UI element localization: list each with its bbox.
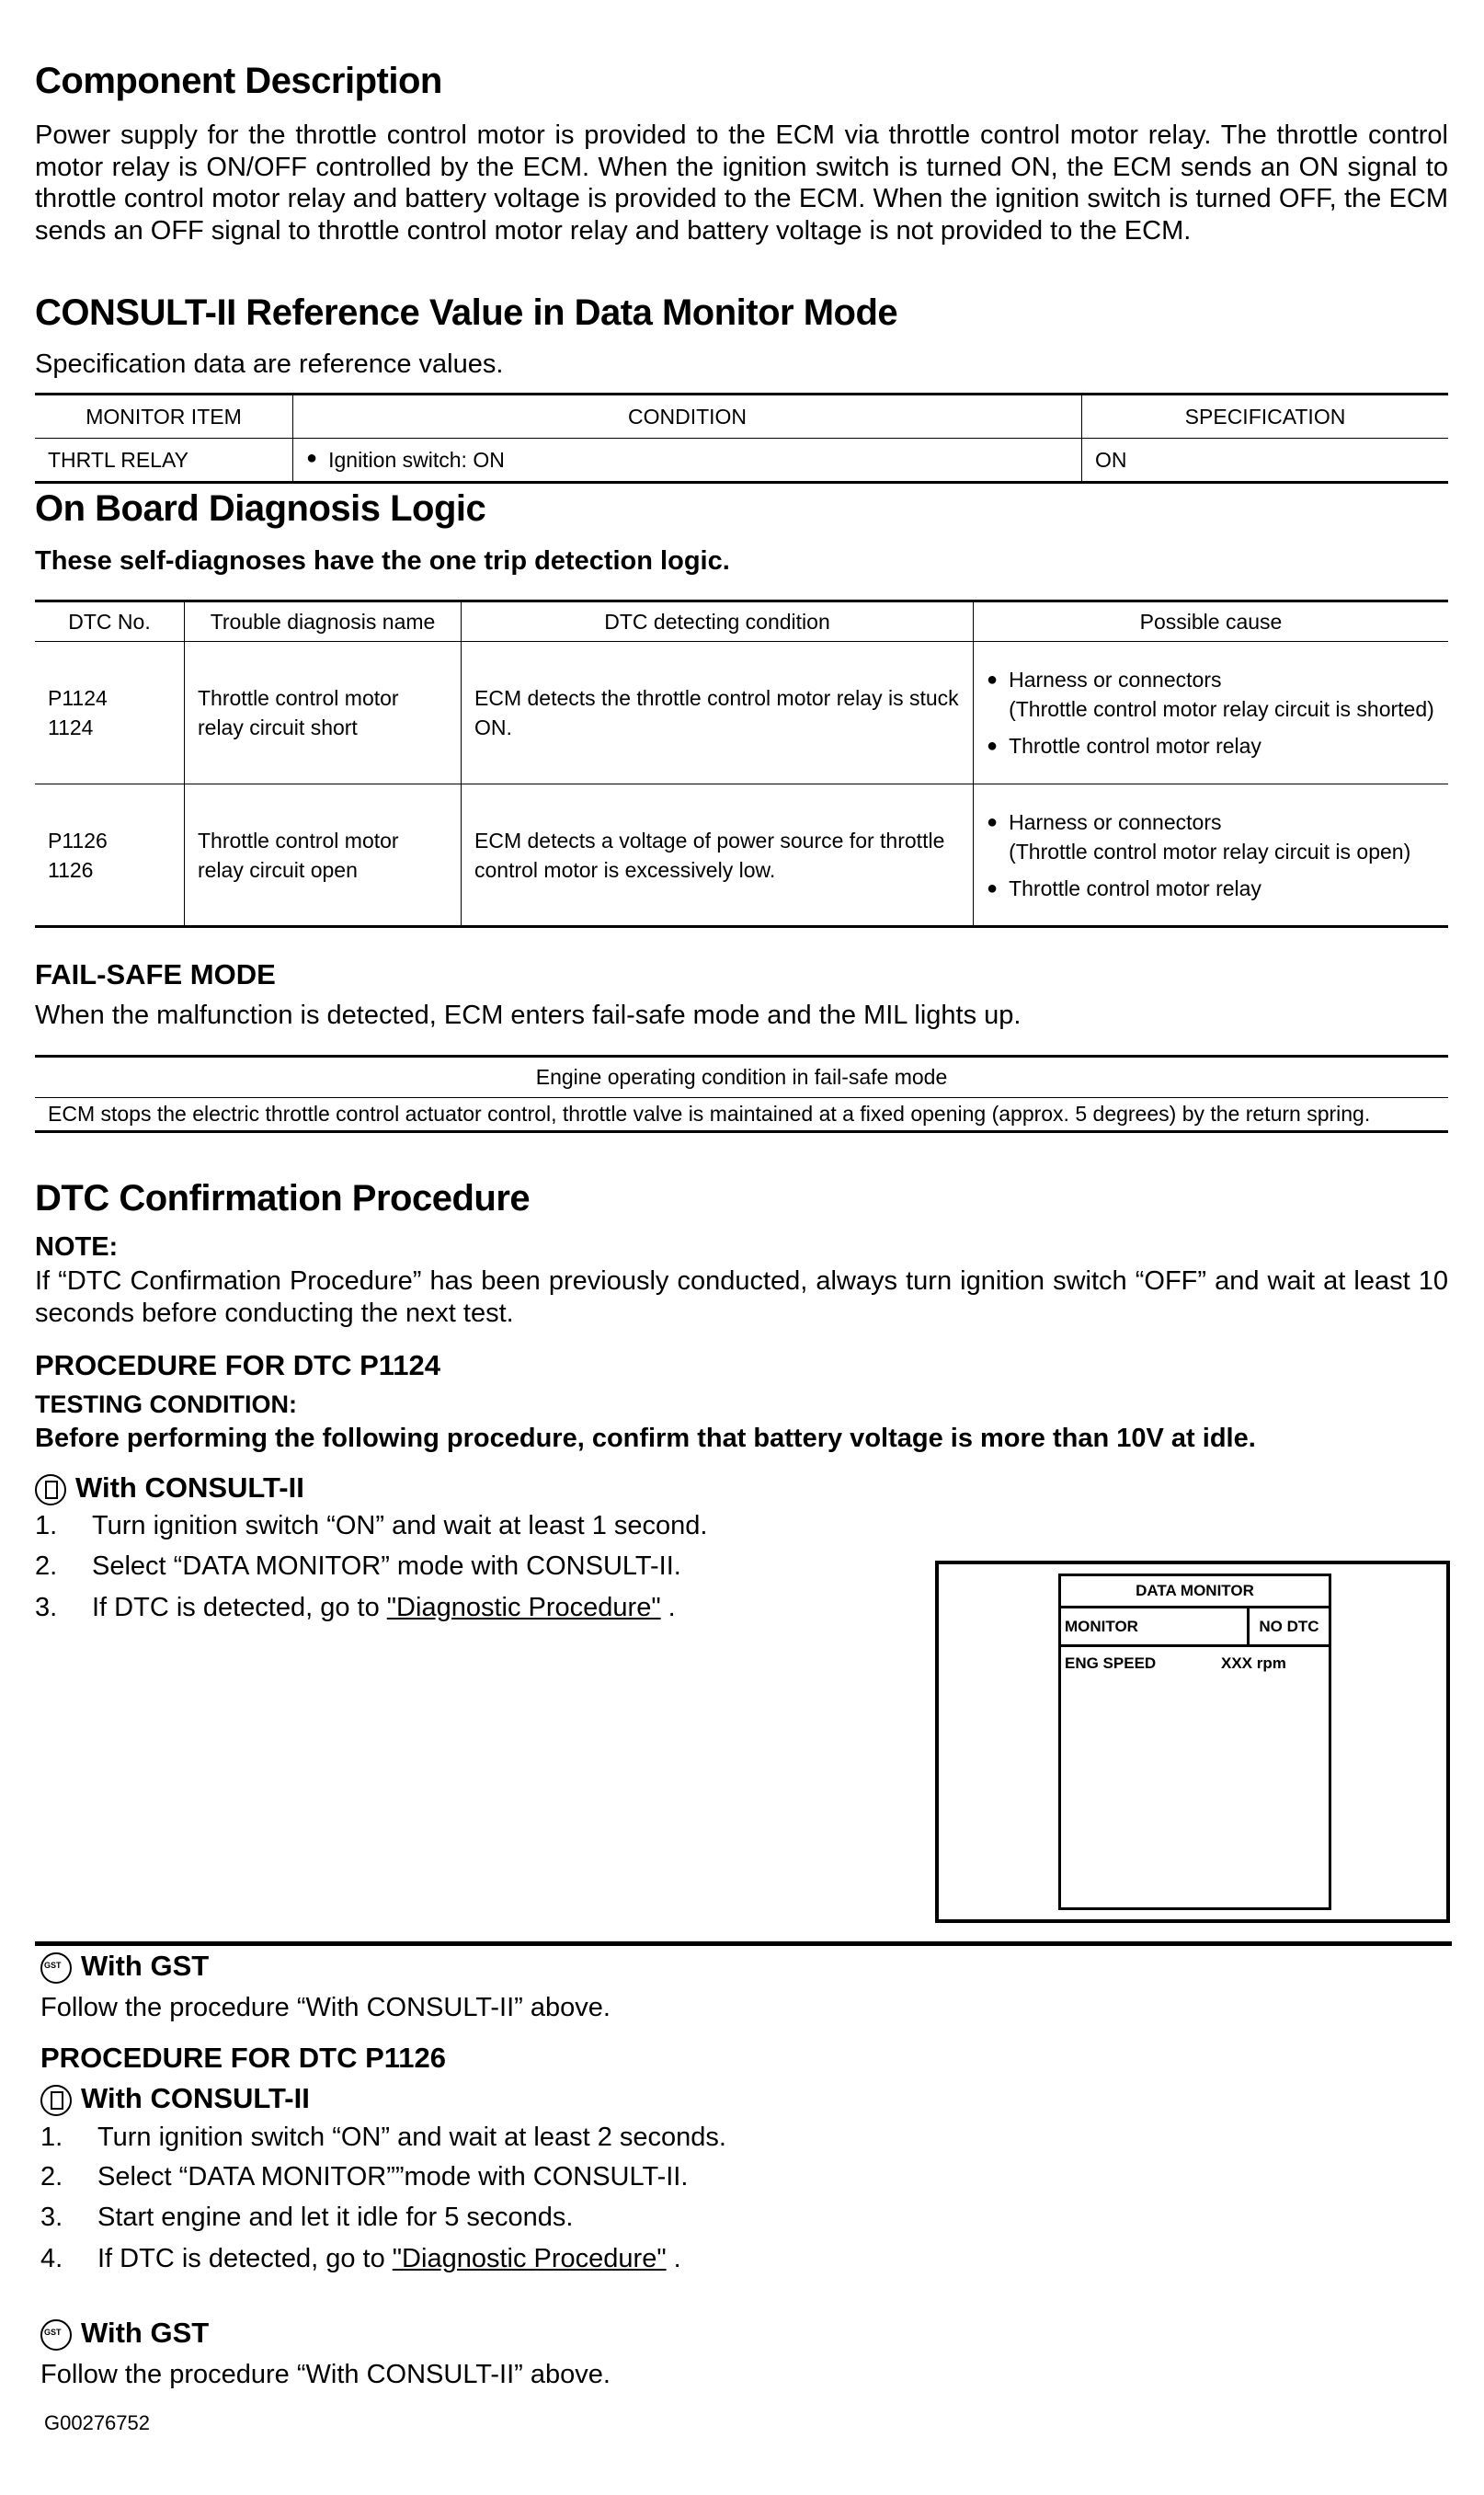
- table-row: [35, 784, 1448, 927]
- col-header: SPECIFICATION: [1082, 395, 1449, 439]
- obd-heading: On Board Diagnosis Logic: [35, 488, 486, 529]
- with-gst-label: GSTWith GST: [40, 2317, 209, 2351]
- gst-text: Follow the procedure “With CONSULT-II” above.: [40, 1993, 611, 2022]
- testing-condition-label: TESTING CONDITION:: [35, 1391, 297, 1418]
- dtc-confirmation-heading: DTC Confirmation Procedure: [35, 1178, 531, 1219]
- procedure-p1126-heading: PROCEDURE FOR DTC P1126: [40, 2042, 446, 2074]
- bullet-icon: ●: [987, 811, 999, 832]
- note-text: If “DTC Confirmation Procedure” has been previously conducted, always turn ignition switch “OFF” and wait at least 10 seconds before conducting the next test.: [35, 1266, 1448, 1328]
- dtc-code: P1126: [48, 828, 108, 853]
- bullet-icon: ●: [987, 670, 999, 690]
- bullet-icon: ●: [987, 736, 999, 756]
- eng-speed-label: ENG SPEED: [1065, 1654, 1157, 1672]
- figure-id: G00276752: [44, 2411, 150, 2434]
- step: 3. If DTC is detected, go to "Diagnostic Procedure" .: [35, 1593, 676, 1622]
- data-monitor-figure: [935, 1561, 1450, 1923]
- col-header: CONDITION: [293, 395, 1082, 439]
- note-label: NOTE:: [35, 1232, 119, 1262]
- col-header: DTC No.: [35, 601, 185, 642]
- step: 1. Turn ignition switch “ON” and wait at least 2 seconds.: [40, 2123, 726, 2152]
- step: 2. Select “DATA MONITOR””mode with CONSULT-II.: [40, 2162, 689, 2192]
- step: 2. Select “DATA MONITOR” mode with CONSULT-II.: [35, 1551, 681, 1581]
- diagnostic-procedure-link[interactable]: "Diagnostic Procedure": [392, 2244, 667, 2273]
- monitor-title: DATA MONITOR: [1061, 1576, 1329, 1608]
- possible-cause: ● Harness or connectors (Throttle control motor relay circuit is open) ● Throttle control motor relay: [974, 784, 1449, 927]
- data-monitor-screen: [1058, 1574, 1331, 1910]
- with-consult-label: With CONSULT-II: [35, 1471, 304, 1505]
- reference-note: Specification data are reference values.: [35, 349, 504, 379]
- col-header: Trouble diagnosis name: [185, 601, 462, 642]
- component-description-text: Power supply for the throttle control motor is provided to the ECM via throttle control motor relay. The throttle control motor relay is ON/OFF controlled by the ECM. When the ignition switch is turned ON, the ECM sends an ON signal to throttle control motor relay and battery voltage is provided to the ECM. When the ignition switch is turned OFF, the ECM sends an OFF signal to throttle control motor relay and battery voltage is not provided to the ECM.: [35, 120, 1448, 246]
- gst-icon: [40, 2319, 72, 2351]
- failsafe-heading: FAIL-SAFE MODE: [35, 958, 276, 990]
- col-header: MONITOR ITEM: [35, 395, 293, 439]
- gst-text: Follow the procedure “With CONSULT-II” above.: [40, 2360, 611, 2389]
- table-row: [35, 642, 1448, 784]
- condition: ● Ignition switch: ON: [293, 439, 1082, 483]
- testing-condition-text: Before performing the following procedure, confirm that battery voltage is more than 10V at idle.: [35, 1424, 1256, 1453]
- possible-cause: ● Harness or connectors (Throttle control motor relay circuit is shorted) ● Throttle control motor relay: [974, 642, 1449, 784]
- failsafe-table: [35, 1055, 1448, 1133]
- obd-table: [35, 600, 1448, 928]
- with-consult-label: With CONSULT-II: [40, 2082, 310, 2116]
- trouble-name: Throttle control motor relay circuit open: [185, 784, 462, 927]
- table-row: [35, 439, 1448, 483]
- dtc-code: 1126: [48, 857, 94, 882]
- step: 4. If DTC is detected, go to "Diagnostic Procedure" .: [40, 2244, 681, 2273]
- bullet-icon: ●: [306, 447, 318, 468]
- monitor-col: MONITOR: [1061, 1608, 1250, 1644]
- trouble-name: Throttle control motor relay circuit short: [185, 642, 462, 784]
- component-description-heading: Component Description: [35, 61, 442, 101]
- consult-icon: [35, 1474, 66, 1505]
- bullet-icon: ●: [987, 877, 999, 898]
- gst-icon: [40, 1952, 72, 1984]
- step: 1. Turn ignition switch “ON” and wait at least 1 second.: [35, 1511, 708, 1540]
- failsafe-row: ECM stops the electric throttle control actuator control, throttle valve is maintained at a fixed opening (approx. 5 degrees) by the return spring.: [35, 1098, 1448, 1132]
- detect-condition: ECM detects the throttle control motor relay is stuck ON.: [462, 642, 974, 784]
- step: 3. Start engine and let it idle for 5 seconds.: [40, 2203, 574, 2232]
- obd-subtitle: These self-diagnoses have the one trip detection logic.: [35, 546, 730, 576]
- monitor-item: THRTL RELAY: [35, 439, 293, 483]
- dtc-code: 1124: [48, 715, 94, 739]
- section-divider: [35, 1941, 1452, 1946]
- no-dtc-status: NO DTC: [1259, 1618, 1319, 1635]
- detect-condition: ECM detects a voltage of power source for throttle control motor is excessively low.: [462, 784, 974, 927]
- consult-icon: [40, 2085, 72, 2116]
- reference-table: [35, 393, 1448, 484]
- consult-reference-heading: CONSULT-II Reference Value in Data Monitor Mode: [35, 292, 898, 333]
- failsafe-text: When the malfunction is detected, ECM enters fail-safe mode and the MIL lights up.: [35, 1001, 1022, 1030]
- with-gst-label: GSTWith GST: [40, 1950, 209, 1984]
- eng-speed-value: XXX rpm: [1221, 1654, 1286, 1672]
- procedure-p1124-heading: PROCEDURE FOR DTC P1124: [35, 1349, 440, 1381]
- col-header: Possible cause: [974, 601, 1449, 642]
- col-header: DTC detecting condition: [462, 601, 974, 642]
- dtc-code: P1124: [48, 686, 108, 710]
- diagnostic-procedure-link[interactable]: "Diagnostic Procedure": [386, 1593, 661, 1622]
- specification: ON: [1082, 439, 1449, 483]
- col-header: Engine operating condition in fail-safe mode: [35, 1057, 1448, 1098]
